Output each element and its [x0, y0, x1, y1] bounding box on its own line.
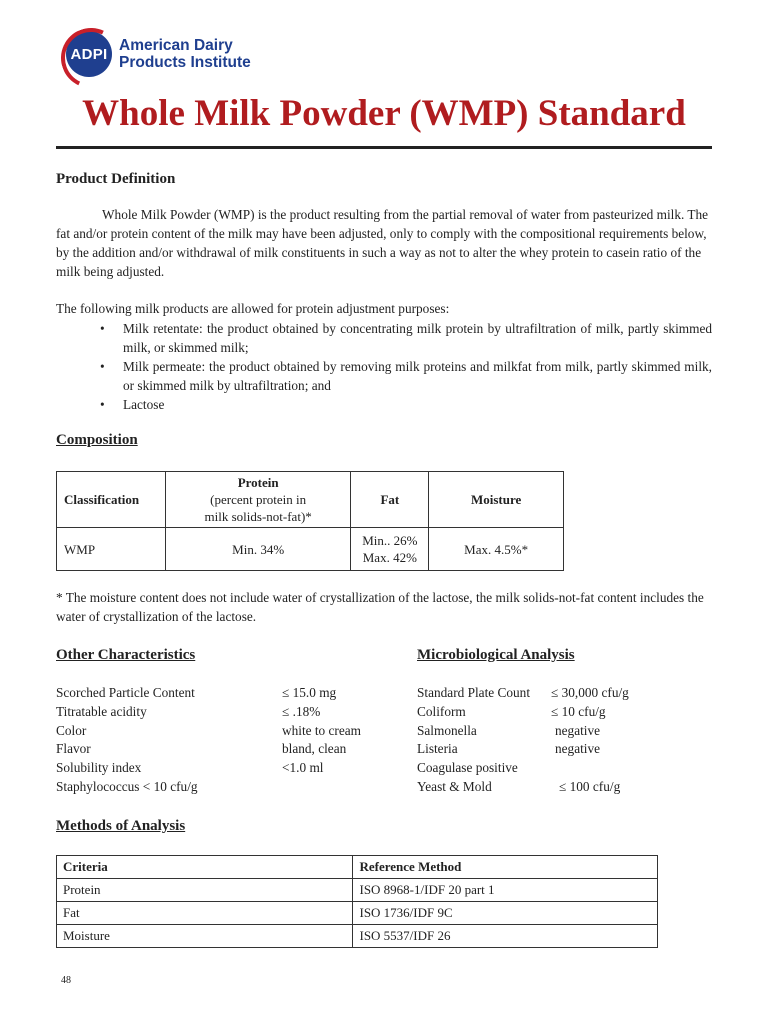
logo-text — [119, 37, 251, 71]
characteristic-label: Color — [56, 722, 87, 738]
micro-label: Yeast & Mold — [417, 778, 492, 794]
micro-label: Standard Plate Count — [417, 685, 531, 700]
list-item — [417, 703, 717, 722]
reference-method-cell: ISO 1736/IDF 9C — [353, 902, 658, 925]
page-title: Whole Milk Powder (WMP) Standard — [82, 93, 686, 134]
list-item — [56, 778, 406, 797]
composition-table — [56, 471, 564, 571]
reference-method-cell: ISO 8968-1/IDF 20 part 1 — [353, 879, 658, 902]
list-item: • Lactose — [56, 395, 712, 414]
composition-heading: Composition — [56, 432, 138, 448]
page-number: 48 — [61, 975, 71, 986]
title-rule — [56, 146, 712, 149]
characteristic-label: Solubility index — [56, 760, 142, 776]
list-item — [417, 759, 717, 778]
criteria-cell: Fat — [57, 902, 353, 925]
moisture-cell: Max. 4.5%* — [429, 528, 564, 571]
other-characteristics-list — [56, 684, 406, 797]
characteristic-label: Flavor — [56, 741, 91, 757]
protein-header-sub2: milk solids-not-fat)* — [204, 509, 312, 524]
micro-value: negative — [555, 722, 601, 738]
table-row — [57, 528, 564, 571]
fat-cell — [351, 528, 429, 571]
fat-min: Min.. 26% — [362, 533, 418, 548]
micro-label: Listeria — [417, 741, 458, 757]
table-row — [57, 902, 658, 925]
list-item — [56, 740, 406, 759]
micro-value: negative — [555, 741, 601, 757]
microbiological-list — [417, 684, 717, 797]
product-definition-paragraph: Whole Milk Powder (WMP) is the product resulting from the partial removal of water from pasteurized milk. The fat and/or protein content of the milk may have been adjusted, only to comply with the compositional requirements below, by the addition and/or withdrawal of milk constituents in such a way as not to alter the whey protein to casein ratio of the milk being adjusted. — [56, 207, 709, 279]
product-definition-heading: Product Definition — [56, 171, 176, 187]
logo-line-1: American Dairy — [119, 37, 233, 54]
classification-cell: WMP — [57, 528, 166, 571]
characteristic-value: <1.0 ml — [282, 760, 324, 776]
list-item — [56, 722, 406, 741]
micro-label: Salmonella — [417, 722, 477, 738]
fat-header: Fat — [351, 472, 429, 528]
table-row — [57, 925, 658, 948]
other-characteristics-heading: Other Characteristics — [56, 647, 196, 663]
logo-abbr: ADPI — [70, 45, 108, 63]
list-item — [417, 740, 717, 759]
fat-max: Max. 42% — [362, 550, 417, 565]
list-item — [56, 759, 406, 778]
micro-value: ≤ 100 cfu/g — [559, 778, 621, 794]
criteria-cell: Protein — [57, 879, 353, 902]
list-item — [56, 703, 406, 722]
list-item — [417, 722, 717, 741]
protein-adjustment-intro: The following milk products are allowed for protein adjustment purposes: — [56, 301, 450, 316]
protein-header-title: Protein — [237, 475, 279, 490]
list-item: • Milk permeate: the product obtained by removing milk proteins and milkfat from milk, partly skimmed milk, or skimmed milk by ultrafiltration; and — [56, 357, 712, 395]
adpi-logo-mark — [66, 31, 112, 77]
criteria-header: Criteria — [57, 856, 353, 879]
characteristic-label: Staphylococcus < 10 cfu/g — [56, 778, 198, 794]
table-row — [57, 879, 658, 902]
list-item: • Milk retentate: the product obtained by concentrating milk protein by ultrafiltration of milk, partly skimmed milk, or skimmed milk; — [56, 319, 712, 357]
characteristic-label: Scorched Particle Content — [56, 685, 195, 700]
table-header-row — [57, 856, 658, 879]
list-item — [417, 778, 717, 797]
micro-value: ≤ 30,000 cfu/g — [551, 685, 629, 700]
protein-adjustment-list — [56, 319, 712, 414]
methods-heading: Methods of Analysis — [56, 818, 186, 834]
characteristic-value: white to cream — [282, 722, 362, 738]
characteristic-label: Titratable acidity — [56, 703, 147, 719]
reference-method-cell: ISO 5537/IDF 26 — [353, 925, 658, 948]
protein-header — [165, 472, 351, 528]
criteria-cell: Moisture — [57, 925, 353, 948]
table-header-row — [57, 472, 564, 528]
microbiological-heading: Microbiological Analysis — [417, 647, 575, 663]
characteristic-value: ≤ 15.0 mg — [282, 685, 337, 700]
logo-line-2: Products Institute — [119, 54, 251, 71]
micro-label: Coagulase positive — [417, 760, 518, 776]
composition-footnote: * The moisture content does not include water of crystallization of the lactose, the milk solids-not-fat content includes the water of crystallization of the lactose. — [56, 590, 704, 624]
characteristic-value: bland, clean — [282, 741, 347, 757]
adpi-logo — [66, 30, 251, 78]
micro-label: Coliform — [417, 703, 466, 719]
protein-header-sub1: (percent protein in — [210, 492, 307, 507]
protein-cell: Min. 34% — [165, 528, 351, 571]
characteristic-value: ≤ .18% — [282, 703, 321, 719]
methods-table — [56, 855, 658, 948]
list-item — [56, 684, 406, 703]
list-item — [417, 684, 717, 703]
reference-method-header: Reference Method — [353, 856, 658, 879]
micro-value: ≤ 10 cfu/g — [551, 703, 606, 719]
classification-header: Classification — [57, 472, 166, 528]
moisture-header: Moisture — [429, 472, 564, 528]
